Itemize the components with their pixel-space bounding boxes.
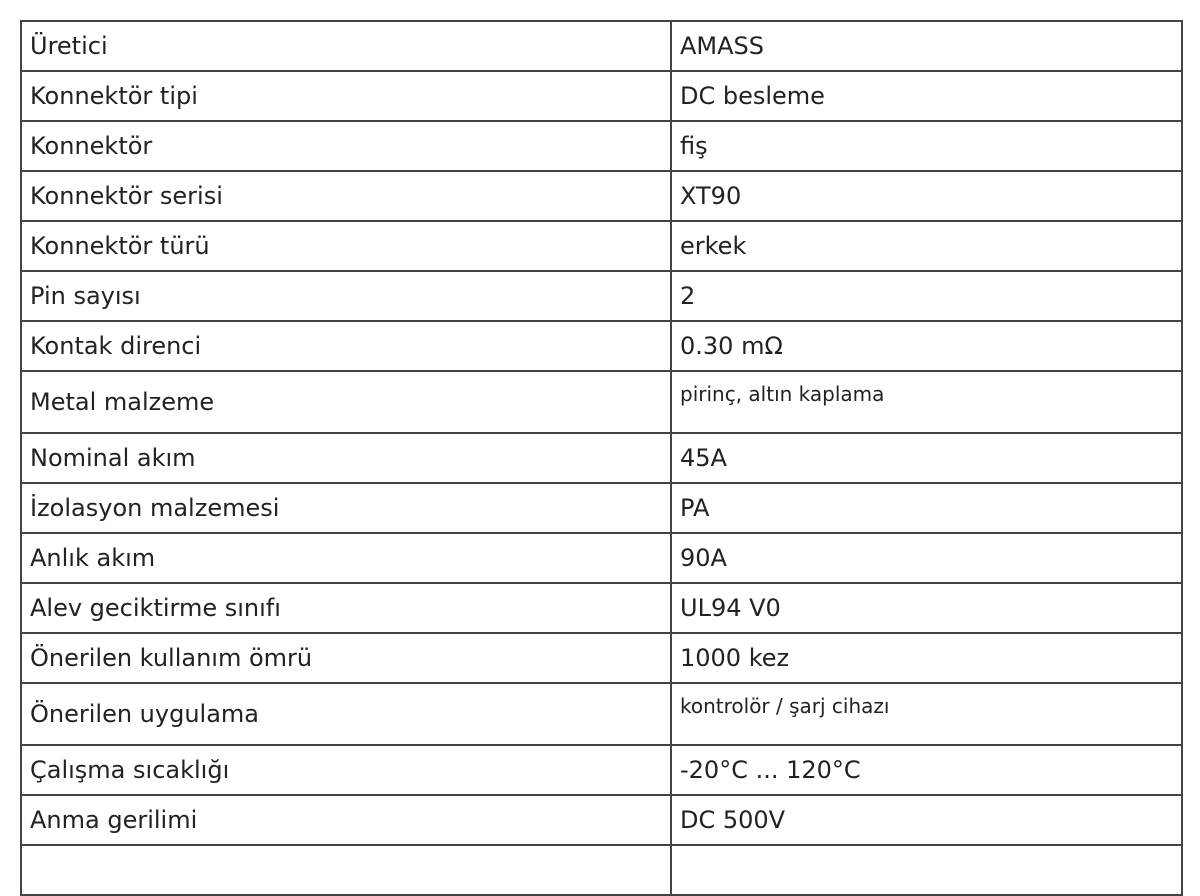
spec-value [671, 845, 1182, 895]
spec-label: İzolasyon malzemesi [21, 483, 671, 533]
table-row [21, 221, 1182, 271]
spec-label: Konnektör [21, 121, 671, 171]
spec-label: Anma gerilimi [21, 795, 671, 845]
spec-label [21, 845, 671, 895]
spec-value: 1000 kez [671, 633, 1182, 683]
spec-label: Çalışma sıcaklığı [21, 745, 671, 795]
spec-table [20, 20, 1183, 896]
table-row [21, 171, 1182, 221]
spec-value: pirinç, altın kaplama [671, 371, 1182, 433]
spec-label: Önerilen uygulama [21, 683, 671, 745]
spec-label: Nominal akım [21, 433, 671, 483]
spec-value: XT90 [671, 171, 1182, 221]
spec-value: fiş [671, 121, 1182, 171]
spec-value: UL94 V0 [671, 583, 1182, 633]
spec-value: kontrolör / şarj cihazı [671, 683, 1182, 745]
spec-label: Pin sayısı [21, 271, 671, 321]
spec-label: Kontak direnci [21, 321, 671, 371]
table-row [21, 745, 1182, 795]
spec-label: Konnektör tipi [21, 71, 671, 121]
table-row [21, 845, 1182, 895]
spec-value: 45A [671, 433, 1182, 483]
spec-value: PA [671, 483, 1182, 533]
spec-label: Konnektör serisi [21, 171, 671, 221]
spec-value: DC besleme [671, 71, 1182, 121]
spec-value: 90A [671, 533, 1182, 583]
spec-label: Konnektör türü [21, 221, 671, 271]
spec-value: -20°C ... 120°C [671, 745, 1182, 795]
spec-value: 0.30 mΩ [671, 321, 1182, 371]
spec-value: DC 500V [671, 795, 1182, 845]
table-row [21, 321, 1182, 371]
table-row [21, 71, 1182, 121]
spec-label: Anlık akım [21, 533, 671, 583]
table-row [21, 795, 1182, 845]
table-row [21, 371, 1182, 433]
spec-label: Alev geciktirme sınıfı [21, 583, 671, 633]
spec-value: 2 [671, 271, 1182, 321]
table-row [21, 533, 1182, 583]
spec-label: Önerilen kullanım ömrü [21, 633, 671, 683]
table-row [21, 21, 1182, 71]
table-row [21, 683, 1182, 745]
spec-label: Üretici [21, 21, 671, 71]
spec-value: AMASS [671, 21, 1182, 71]
table-row [21, 271, 1182, 321]
table-row [21, 433, 1182, 483]
spec-value: erkek [671, 221, 1182, 271]
table-row [21, 483, 1182, 533]
spec-label: Metal malzeme [21, 371, 671, 433]
table-row [21, 121, 1182, 171]
table-row [21, 583, 1182, 633]
table-row [21, 633, 1182, 683]
